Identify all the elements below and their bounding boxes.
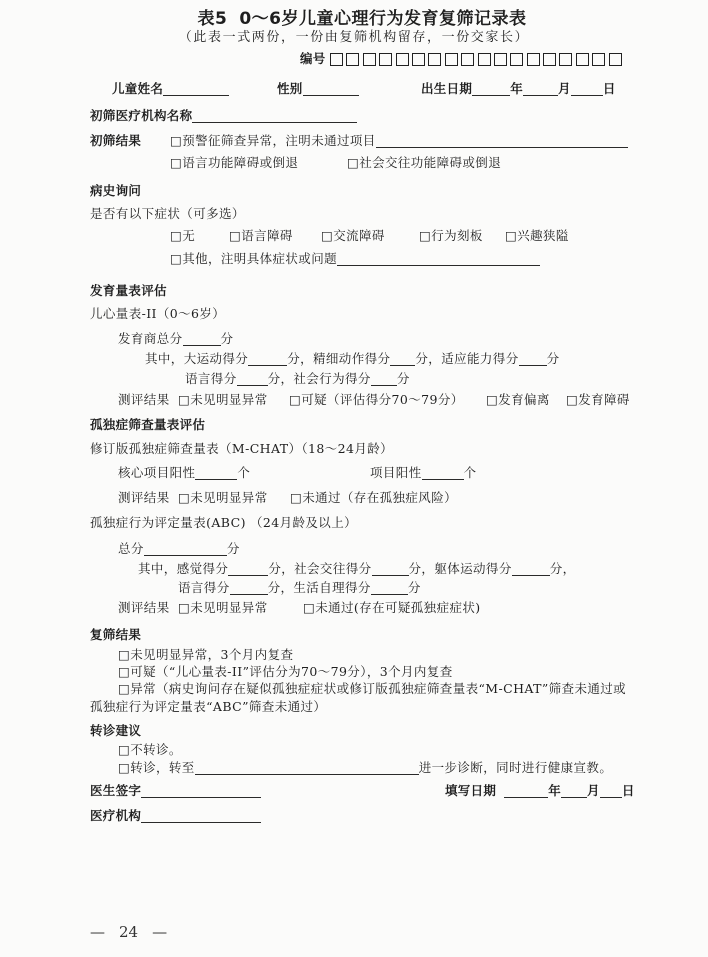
- birth-month-unit: 月: [558, 81, 571, 96]
- option-symptom-communication[interactable]: □交流障碍: [321, 228, 385, 243]
- option-social-regression[interactable]: □社会交往功能障碍或倒退: [347, 155, 502, 170]
- serial-digit-box[interactable]: [559, 53, 572, 66]
- serial-digit-box[interactable]: [428, 53, 441, 66]
- development-result-label: 测评结果: [118, 392, 170, 407]
- fill-year-field[interactable]: [504, 784, 548, 798]
- development-scale-name: 儿心量表-II（0～6岁）: [90, 306, 226, 321]
- table-number: 表5: [197, 9, 228, 29]
- serial-digit-box[interactable]: [445, 53, 458, 66]
- option-rescreen-abnormal-continued: 孤独症行为评定量表“ABC”筛查未通过）: [90, 699, 327, 714]
- option-referral[interactable]: [118, 760, 612, 776]
- birth-day-field[interactable]: [571, 82, 603, 96]
- serial-digit-box[interactable]: [510, 53, 523, 66]
- gender-label: 性别: [277, 81, 303, 96]
- serial-digit-box[interactable]: [609, 53, 622, 66]
- abc-total-unit: 分: [226, 541, 240, 556]
- serial-number-row: [300, 51, 625, 67]
- option-abc-normal[interactable]: □未见明显异常: [178, 600, 268, 615]
- fill-month-field[interactable]: [561, 784, 587, 798]
- referral-destination-field[interactable]: [195, 761, 419, 775]
- adaptive-unit: 分: [546, 351, 560, 366]
- option-mchat-failed[interactable]: □未通过（存在孤独症风险）: [290, 490, 458, 505]
- social-interaction-label: 分，社会交往得分: [268, 561, 372, 576]
- dq-total-unit: 分: [220, 331, 234, 346]
- option-rescreen-abnormal[interactable]: □异常（病史询问存在疑似孤独症症状或修订版孤独症筛查量表“M-CHAT”筛查未通过或: [118, 681, 627, 696]
- language-score-label: 语言得分: [185, 371, 237, 386]
- initial-result-label: 初筛结果: [90, 133, 142, 148]
- serial-digit-box[interactable]: [412, 53, 425, 66]
- dq-total-row: [118, 331, 233, 347]
- item-positive-unit: 个: [463, 465, 477, 480]
- fill-date-label: 填写日期: [445, 783, 497, 798]
- item-positive-row: [370, 465, 477, 481]
- initial-institution-label: 初筛医疗机构名称: [90, 108, 193, 123]
- option-no-referral[interactable]: □不转诊。: [118, 742, 182, 757]
- abc-scale-name: 孤独症行为评定量表(ABC): [90, 515, 246, 530]
- doctor-signature-field[interactable]: [141, 784, 261, 798]
- serial-digit-box[interactable]: [330, 53, 343, 66]
- abc-age-range: （24月龄及以上）: [250, 515, 358, 530]
- option-mchat-normal[interactable]: □未见明显异常: [178, 490, 268, 505]
- self-care-field[interactable]: [371, 581, 408, 595]
- option-abc-failed[interactable]: □未通过(存在可疑孤独症症状): [303, 600, 481, 615]
- referral-to-label: □转诊，转至: [118, 760, 195, 775]
- serial-digit-box[interactable]: [346, 53, 359, 66]
- serial-digit-box[interactable]: [461, 53, 474, 66]
- medical-institution-label: 医疗机构: [90, 808, 142, 823]
- initial-institution-field[interactable]: [192, 109, 357, 123]
- birth-month-field[interactable]: [523, 82, 558, 96]
- child-name-field[interactable]: [163, 82, 229, 96]
- option-dev-normal[interactable]: □未见明显异常: [178, 392, 268, 407]
- serial-digit-box[interactable]: [576, 53, 589, 66]
- referral-tail-text: 进一步诊断，同时进行健康宣教。: [418, 760, 613, 775]
- sensory-label: 其中，感觉得分: [138, 561, 229, 576]
- gross-motor-field[interactable]: [248, 352, 287, 366]
- referral-heading: 转诊建议: [90, 723, 142, 738]
- failed-items-field[interactable]: [376, 134, 628, 148]
- core-positive-row: [118, 465, 250, 481]
- option-rescreen-normal[interactable]: □未见明显异常，3个月内复查: [118, 647, 294, 662]
- dq-total-label: 发育商总分: [118, 331, 183, 346]
- history-question: 是否有以下症状（可多选）: [90, 206, 245, 221]
- social-behavior-field[interactable]: [371, 372, 397, 386]
- birth-date-group: [421, 81, 616, 97]
- body-motor-label: 分，躯体运动得分: [408, 561, 512, 576]
- option-dev-deviation[interactable]: □发育偏离: [486, 392, 550, 407]
- abc-total-label: 总分: [118, 541, 144, 556]
- mchat-scale-name: 修订版孤独症筛查量表（M-CHAT）（18～24月龄）: [90, 441, 394, 456]
- self-care-unit: 分: [407, 580, 421, 595]
- birth-year-unit: 年: [510, 81, 524, 96]
- item-positive-field[interactable]: [422, 466, 464, 480]
- birth-date-label: 出生日期: [421, 81, 473, 96]
- gross-motor-label: 其中，大运动得分: [145, 351, 249, 366]
- option-symptom-other[interactable]: [170, 251, 540, 267]
- development-heading: 发育量表评估: [90, 283, 167, 298]
- option-rescreen-suspicious[interactable]: □可疑（“儿心量表-II”评估分为70～79分），3个月内复查: [118, 664, 453, 679]
- child-name-label: 儿童姓名: [112, 81, 164, 96]
- abc-result-label: 测评结果: [118, 600, 170, 615]
- serial-digit-box[interactable]: [494, 53, 507, 66]
- development-subscores-row-1: [145, 351, 560, 367]
- option-symptom-narrow-interest[interactable]: □兴趣狭隘: [505, 228, 569, 243]
- initial-institution-row: [90, 108, 357, 124]
- autism-heading: 孤独症筛查量表评估: [90, 417, 206, 432]
- page-number: 24: [119, 923, 139, 941]
- serial-digit-box[interactable]: [478, 53, 491, 66]
- abc-subscores-row-1: [138, 561, 576, 577]
- dq-total-field[interactable]: [183, 332, 221, 346]
- body-motor-unit: 分，: [549, 561, 576, 576]
- page-footer: [90, 924, 167, 940]
- fill-day-unit: 日: [621, 783, 635, 798]
- fill-date-row: [445, 783, 635, 799]
- core-positive-unit: 个: [237, 465, 251, 480]
- other-symptom-field[interactable]: [337, 252, 540, 266]
- adaptive-label: 分，适应能力得分: [415, 351, 519, 366]
- title-text: 0～6岁儿童心理行为发育复筛记录表: [239, 9, 527, 29]
- serial-label: 编号: [300, 51, 326, 66]
- rescreen-heading: 复筛结果: [90, 627, 142, 642]
- serial-number-boxes: [330, 51, 625, 66]
- mchat-result-label: 测评结果: [118, 490, 170, 505]
- medical-institution-row: [90, 808, 261, 824]
- abc-language-field[interactable]: [230, 581, 268, 595]
- social-behavior-label: 分，社会行为得分: [267, 371, 371, 386]
- fill-year-unit: 年: [548, 783, 562, 798]
- core-positive-field[interactable]: [195, 466, 237, 480]
- medical-institution-field[interactable]: [141, 809, 261, 823]
- social-behavior-unit: 分: [396, 371, 410, 386]
- serial-digit-box[interactable]: [543, 53, 556, 66]
- self-care-label: 分，生活自理得分: [267, 580, 371, 595]
- option-warning-sign-label: □预警征筛查异常，注明未通过项目: [170, 133, 376, 148]
- birth-year-field[interactable]: [472, 82, 510, 96]
- fine-motor-field[interactable]: [390, 352, 415, 366]
- birth-day-unit: 日: [602, 81, 616, 96]
- option-symptom-none[interactable]: □无: [170, 228, 196, 243]
- abc-language-label: 语言得分: [178, 580, 230, 595]
- serial-digit-box[interactable]: [396, 53, 409, 66]
- footer-right-dash: —: [152, 923, 168, 941]
- social-interaction-field[interactable]: [372, 562, 409, 576]
- option-symptom-stereotyped[interactable]: □行为刻板: [419, 228, 483, 243]
- serial-digit-box[interactable]: [592, 53, 605, 66]
- fine-motor-label: 分，精细动作得分: [287, 351, 391, 366]
- option-warning-sign-abnormal[interactable]: [170, 133, 628, 149]
- option-symptom-other-label: □其他，注明具体症状或问题: [170, 251, 338, 266]
- serial-digit-box[interactable]: [363, 53, 376, 66]
- gender-group: [277, 81, 359, 97]
- core-positive-label: 核心项目阳性: [118, 465, 196, 480]
- document-subtitle: （此表一式两份，一份由复筛机构留存，一份交家长）: [178, 30, 530, 45]
- option-language-regression[interactable]: □语言功能障碍或倒退: [170, 155, 299, 170]
- body-motor-field[interactable]: [512, 562, 550, 576]
- abc-total-field[interactable]: [144, 542, 227, 556]
- fill-day-field[interactable]: [600, 784, 622, 798]
- option-dev-suspicious[interactable]: □可疑（评估得分70～79分）: [289, 392, 464, 407]
- language-score-field[interactable]: [237, 372, 268, 386]
- abc-subscores-row-2: [178, 580, 421, 596]
- option-symptom-language[interactable]: □语言障碍: [229, 228, 293, 243]
- development-subscores-row-2: [185, 371, 410, 387]
- history-heading: 病史询问: [90, 183, 142, 198]
- item-positive-label: 项目阳性: [370, 465, 422, 480]
- fill-month-unit: 月: [587, 783, 600, 798]
- doctor-signature-row: [90, 783, 261, 799]
- gender-field[interactable]: [303, 82, 359, 96]
- option-dev-disorder[interactable]: □发育障碍: [566, 392, 630, 407]
- document-title: [8, 9, 708, 29]
- footer-left-dash: —: [90, 923, 105, 941]
- abc-total-row: [118, 541, 240, 557]
- adaptive-field[interactable]: [519, 352, 547, 366]
- sensory-field[interactable]: [228, 562, 268, 576]
- child-name-group: [112, 81, 229, 97]
- serial-digit-box[interactable]: [379, 53, 392, 66]
- serial-digit-box[interactable]: [527, 53, 540, 66]
- doctor-signature-label: 医生签字: [90, 783, 142, 798]
